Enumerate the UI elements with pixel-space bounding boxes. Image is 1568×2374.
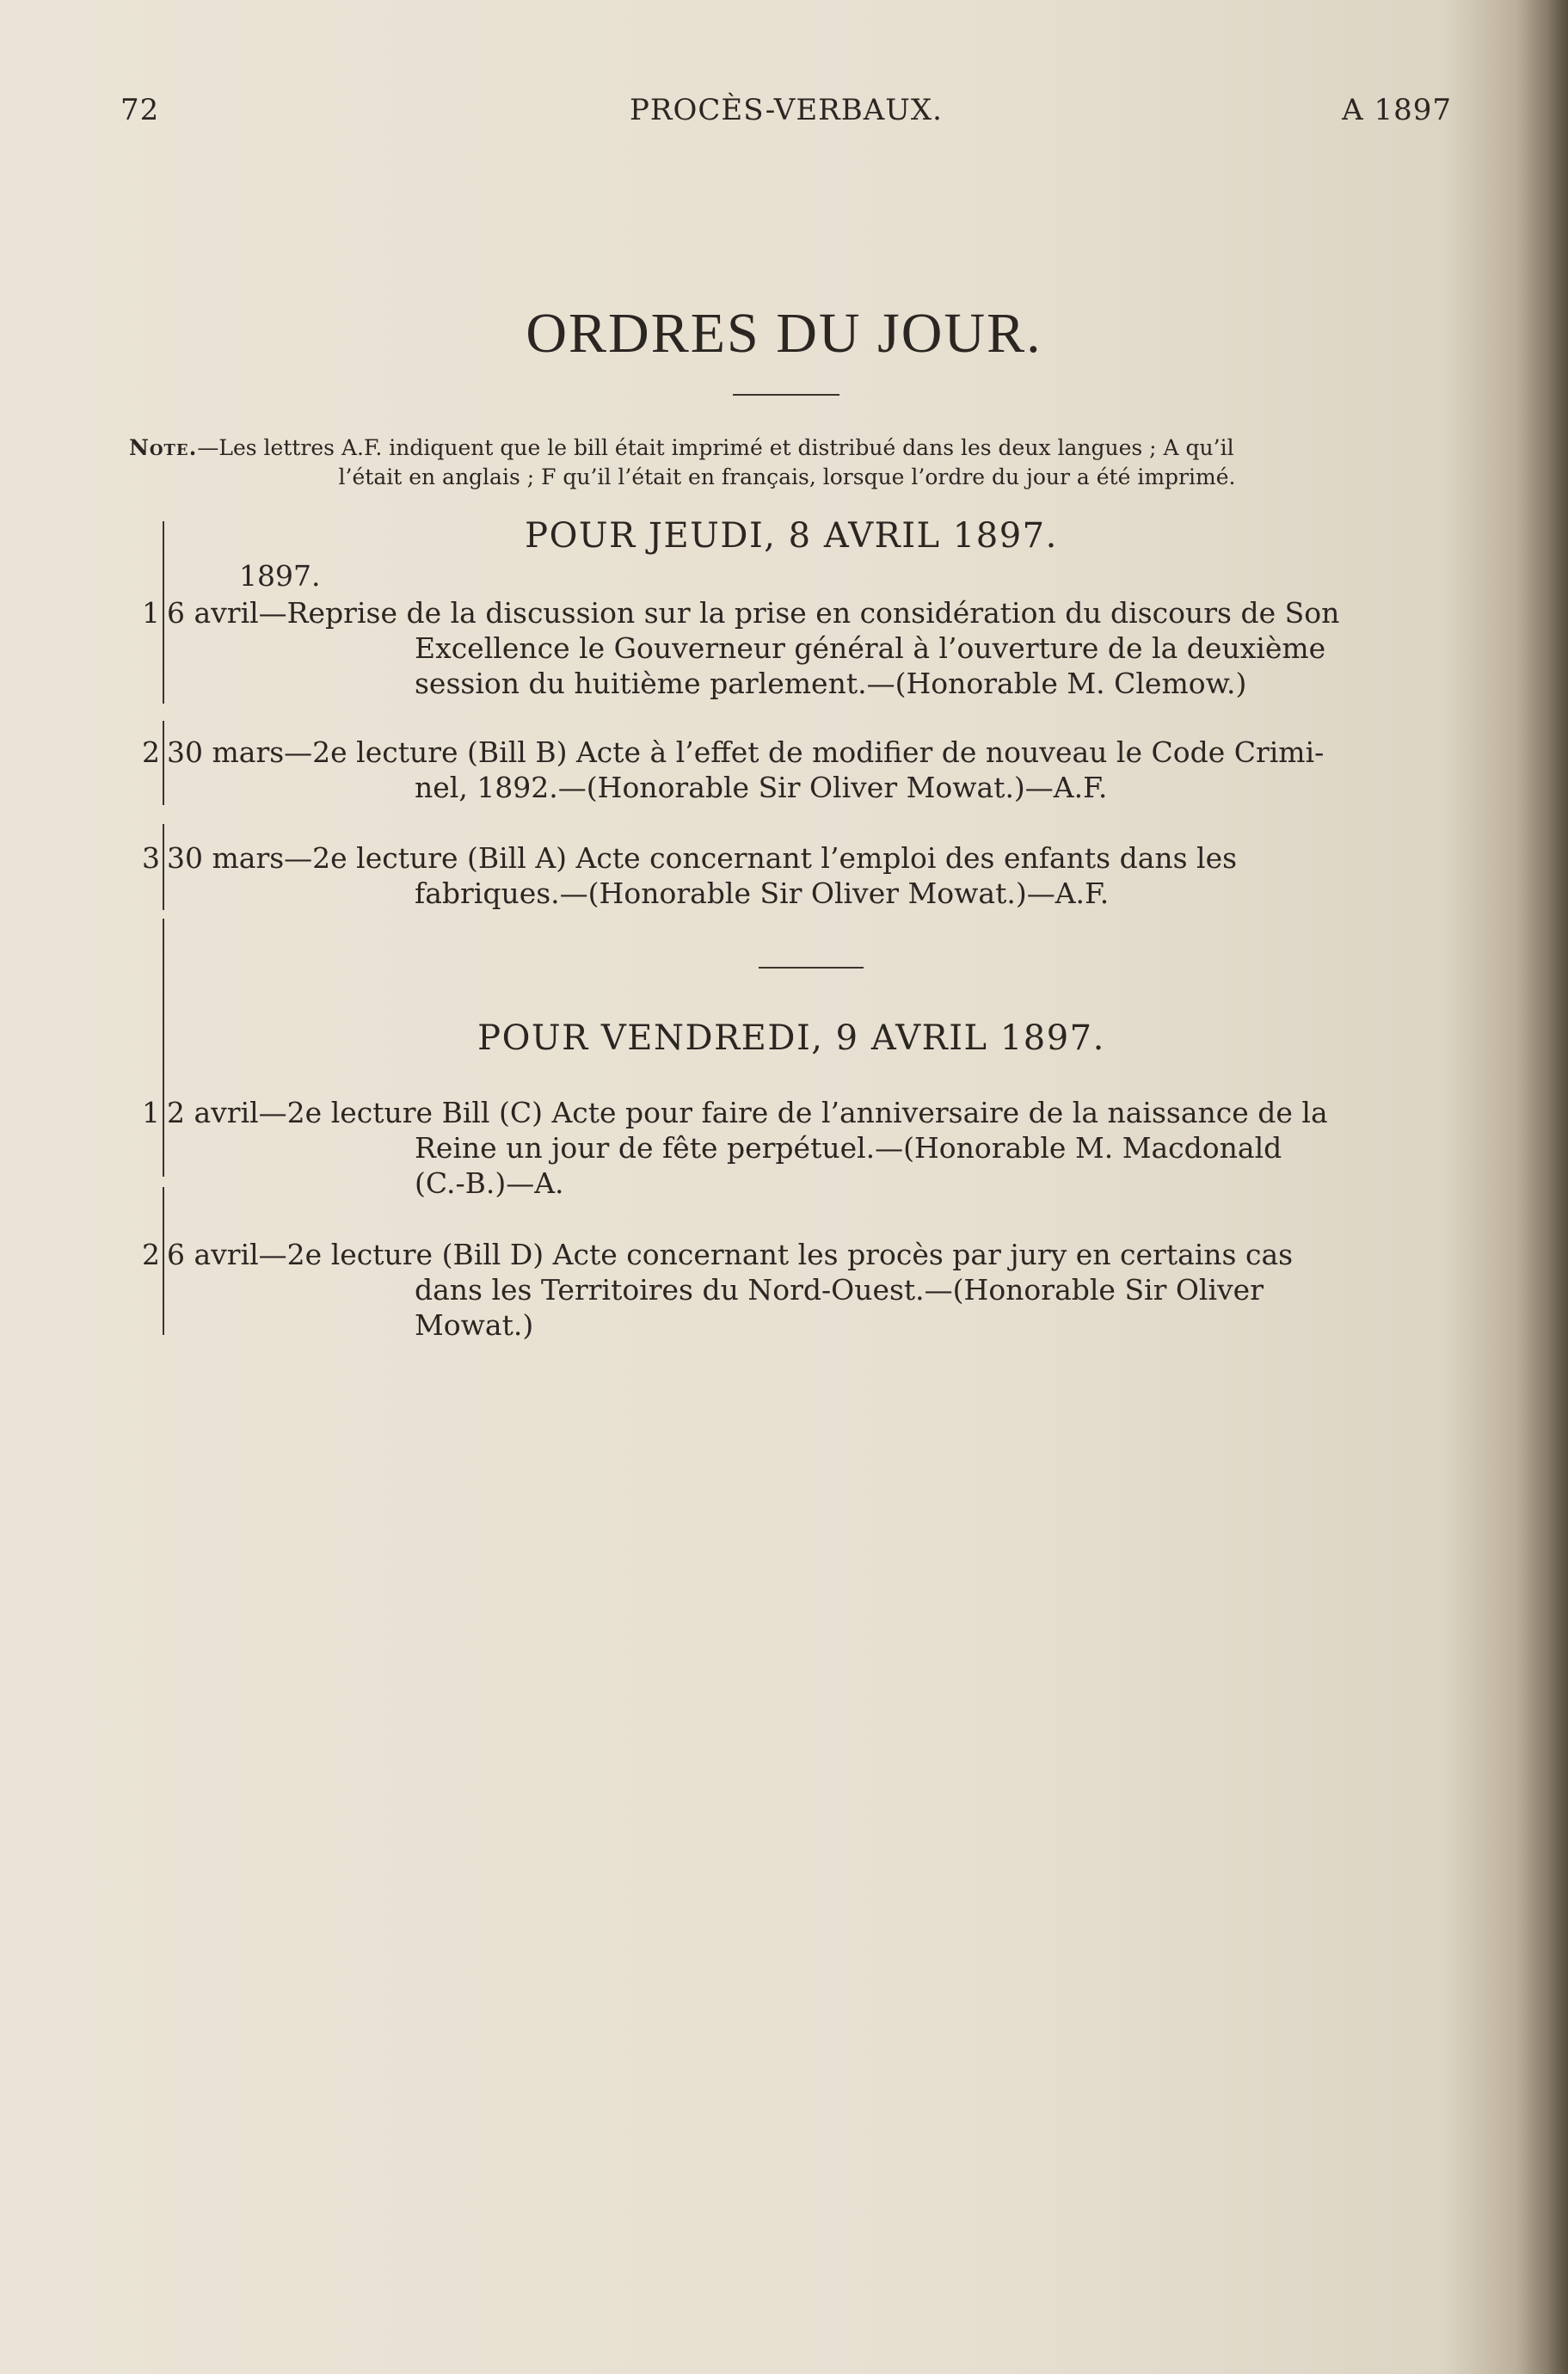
margin-rule [163, 721, 164, 805]
item-line: 6 avril—Reprise de la discussion sur la prise en considération du discours de Son [167, 596, 1340, 630]
section-divider-rule [759, 967, 864, 969]
item-number: 1 [142, 1096, 160, 1129]
note-paragraph [129, 434, 1445, 492]
year-label: 1897. [239, 559, 321, 593]
item-line: (C.-B.)—A. [415, 1166, 564, 1200]
item-line: Mowat.) [415, 1308, 534, 1342]
item-line: fabriques.—(Honorable Sir Oliver Mowat.)—A.F. [415, 876, 1110, 910]
page-title: ORDRES DU JOUR. [526, 302, 1042, 365]
note-line-2: l’était en anglais ; F qu’il l’était en français, lorsque l’ordre du jour a été imprimé. [338, 464, 1236, 489]
running-header [120, 93, 1452, 136]
item-number: 1 [142, 596, 160, 630]
section-heading-jeudi: POUR JEUDI, 8 AVRIL 1897. [525, 516, 1058, 556]
margin-rule [163, 1187, 164, 1335]
running-year: A 1897 [1342, 93, 1452, 127]
item-line: dans les Territoires du Nord-Ouest.—(Honorable Sir Oliver [415, 1273, 1264, 1307]
item-line: Excellence le Gouverneur général à l’ouverture de la deuxième [415, 631, 1326, 665]
section-heading-vendredi: POUR VENDREDI, 9 AVRIL 1897. [477, 1018, 1105, 1058]
margin-rule [163, 824, 164, 910]
item-number: 2 [142, 1238, 160, 1271]
title-rule [733, 394, 839, 396]
page-number: 72 [120, 93, 160, 127]
item-line: 30 mars—2e lecture (Bill A) Acte concernant l’emploi des enfants dans les [167, 841, 1238, 875]
item-number: 3 [142, 841, 160, 875]
item-line: Reine un jour de fête perpétuel.—(Honorable M. Macdonald [415, 1131, 1282, 1165]
running-title: PROCÈS-VERBAUX. [630, 93, 943, 127]
item-line: 6 avril—2e lecture (Bill D) Acte concernant les procès par jury en certains cas [167, 1238, 1294, 1271]
item-line: session du huitième parlement.—(Honorable M. Clemow.) [415, 667, 1247, 700]
margin-rule [163, 521, 164, 704]
note-line-1: —Les lettres A.F. indiquent que le bill était imprimé et distribué dans les deux langues ; A qu’il [197, 435, 1234, 460]
note-label: Note. [129, 435, 198, 460]
item-line: 30 mars—2e lecture (Bill B) Acte à l’effet de modifier de nouveau le Code Crimi- [167, 735, 1325, 769]
item-line: nel, 1892.—(Honorable Sir Oliver Mowat.)—A.F. [415, 771, 1108, 804]
item-number: 2 [142, 735, 160, 769]
item-line: 2 avril—2e lecture Bill (C) Acte pour faire de l’anniversaire de la naissance de la [167, 1096, 1328, 1129]
